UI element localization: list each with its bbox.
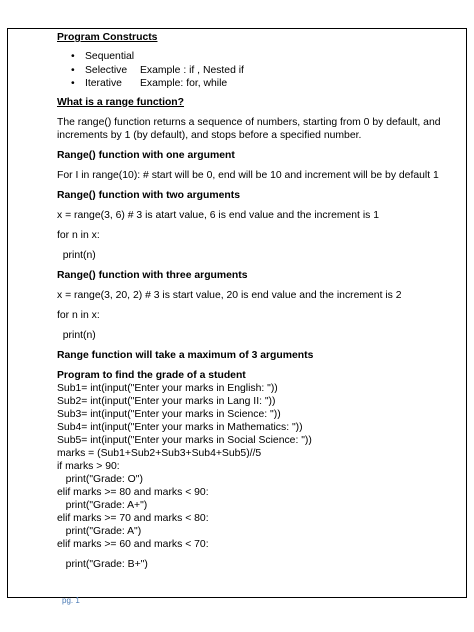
two-arguments-print: print(n) bbox=[57, 249, 96, 261]
code-line: print("Grade: B+") bbox=[57, 558, 148, 570]
grade-code-block bbox=[57, 382, 457, 571]
page-number: pg. 1 bbox=[62, 596, 80, 605]
code-line: print("Grade: A") bbox=[57, 525, 142, 537]
code-line: elif marks >= 60 and marks < 70: bbox=[57, 538, 209, 550]
one-argument-heading: Range() function with one argument bbox=[57, 149, 235, 161]
two-arguments-for: for n in x: bbox=[57, 229, 100, 241]
three-arguments-print: print(n) bbox=[57, 329, 96, 341]
max-arguments-note: Range function will take a maximum of 3 arguments bbox=[57, 349, 314, 361]
two-arguments-heading: Range() function with two arguments bbox=[57, 189, 240, 201]
two-arguments-code: x = range(3, 6) # 3 is atart value, 6 is end value and the increment is 1 bbox=[57, 209, 380, 221]
range-description-line-2: increments by 1 (by default), and stops before a specified number. bbox=[57, 129, 362, 141]
code-line: Sub4= int(input("Enter your marks in Mathematics: ")) bbox=[57, 421, 303, 433]
grade-program-heading: Program to find the grade of a student bbox=[57, 369, 246, 381]
code-line: Sub2= int(input("Enter your marks in Lang II: ")) bbox=[57, 395, 276, 407]
three-arguments-heading: Range() function with three arguments bbox=[57, 269, 248, 281]
three-arguments-code: x = range(3, 20, 2) # 3 is start value, 20 is end value and the increment is 2 bbox=[57, 289, 402, 301]
code-line: Sub3= int(input("Enter your marks in Science: ")) bbox=[57, 408, 281, 420]
code-line: elif marks >= 70 and marks < 80: bbox=[57, 512, 209, 524]
code-line: Sub1= int(input("Enter your marks in English: ")) bbox=[57, 382, 278, 394]
code-line: if marks > 90: bbox=[57, 460, 120, 472]
range-description-line-1: The range() function returns a sequence of numbers, starting from 0 by default, and bbox=[57, 116, 441, 128]
constructs-list bbox=[57, 50, 457, 91]
code-line: elif marks >= 80 and marks < 90: bbox=[57, 486, 209, 498]
list-item: • Sequential bbox=[85, 50, 457, 64]
three-arguments-for: for n in x: bbox=[57, 309, 100, 321]
list-item: • Iterative Example: for, while bbox=[85, 77, 457, 91]
code-line: marks = (Sub1+Sub2+Sub3+Sub4+Sub5)//5 bbox=[57, 447, 262, 459]
program-constructs-heading: Program Constructs bbox=[57, 32, 158, 43]
code-line: print("Grade: O") bbox=[57, 473, 143, 485]
code-line: Sub5= int(input("Enter your marks in Social Science: ")) bbox=[57, 434, 312, 446]
one-argument-code: For I in range(10): # start will be 0, end will be 10 and increment will be by default 1 bbox=[57, 169, 439, 181]
document-body bbox=[57, 31, 457, 571]
range-function-heading: What is a range function? bbox=[57, 96, 185, 108]
list-item: • Selective Example : if , Nested if bbox=[85, 64, 457, 78]
code-line: print("Grade: A+") bbox=[57, 499, 148, 511]
